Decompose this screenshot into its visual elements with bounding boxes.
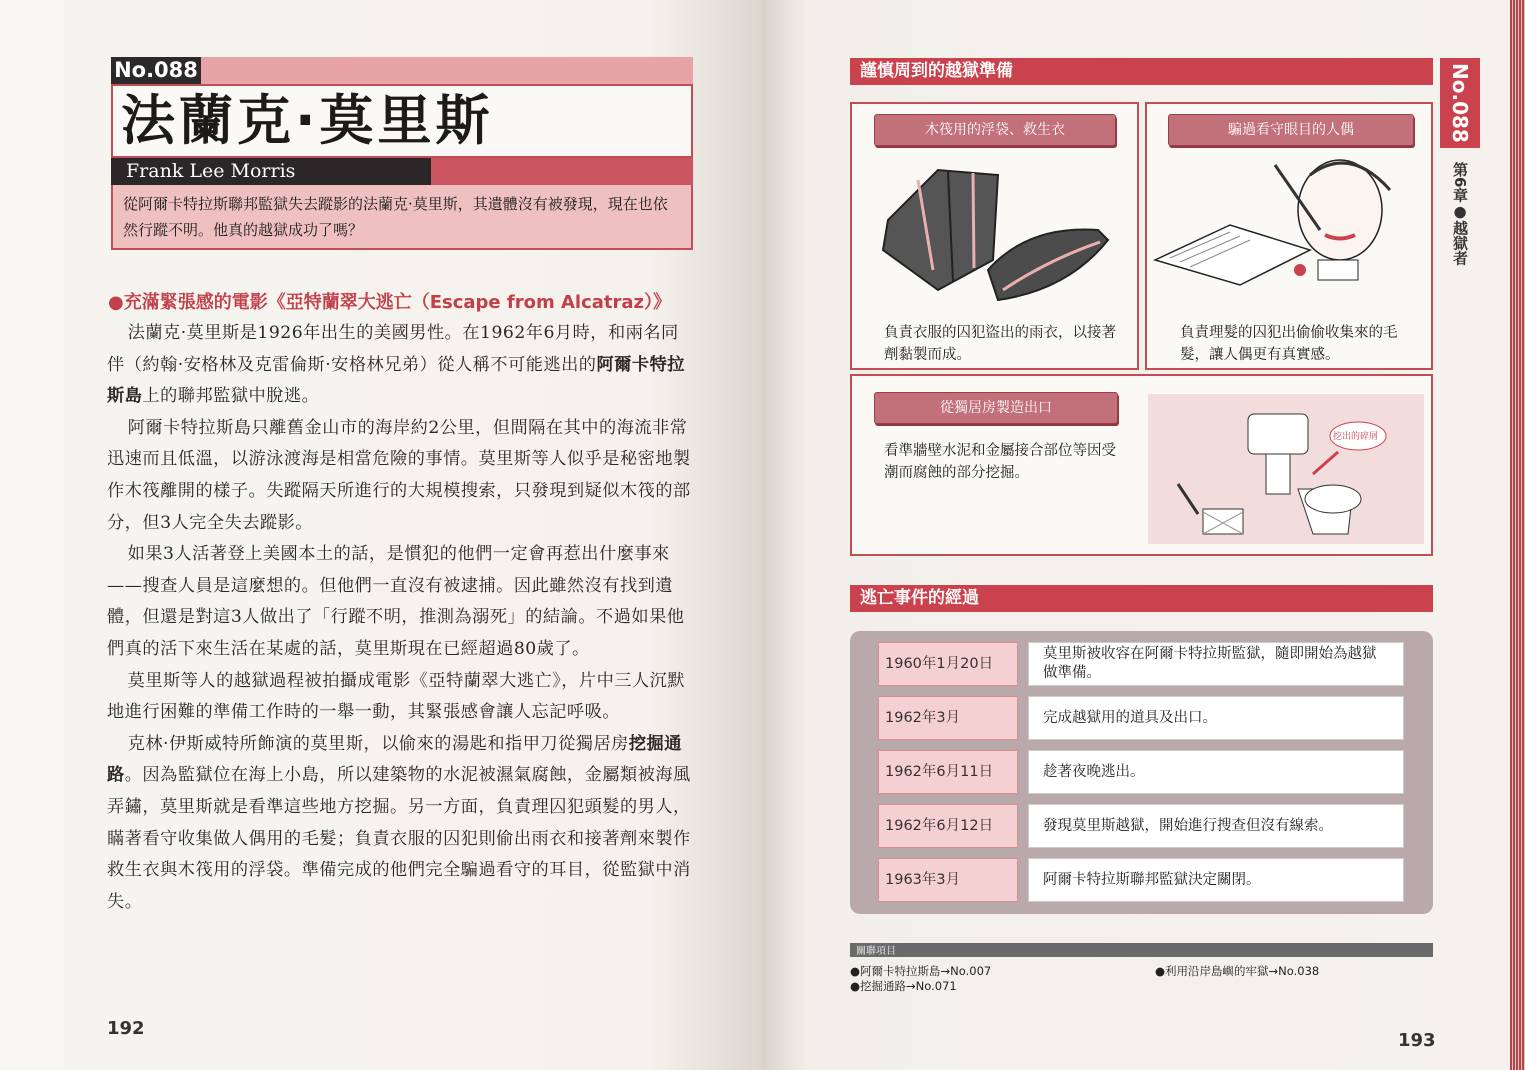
panel-label: 木筏用的浮袋、救生衣 [874, 114, 1116, 146]
related-link[interactable]: ●阿爾卡特拉斯島→No.007 [850, 964, 992, 978]
dummy-head-illustration [1150, 150, 1420, 310]
section-header-preparation: 謹慎周到的越獄準備 [850, 58, 1433, 85]
title-bar-stripe [201, 57, 693, 84]
body-text [107, 318, 693, 918]
related-link[interactable]: ●利用沿岸島嶼的牢獄→No.038 [1155, 964, 1320, 978]
page-title: 法蘭克·莫里斯 [121, 89, 494, 152]
entry-number: No.088 [111, 57, 201, 84]
panel-caption: 負責衣服的囚犯盜出的雨衣，以接著劑黏製而成。 [884, 325, 1116, 363]
timeline-date: 1962年6月11日 [878, 750, 1018, 794]
summary-box: 從阿爾卡特拉斯聯邦監獄失去蹤影的法蘭克·莫里斯，其遺體沒有被發現，現在也依然行蹤不明。他真的越獄成功了嗎？ [111, 185, 693, 250]
timeline-event: 莫里斯被收容在阿爾卡特拉斯監獄，隨即開始為越獄做準備。 [1028, 642, 1404, 686]
side-tab-entry-number: No.088 [1440, 58, 1480, 148]
paragraph: 法蘭克·莫里斯是1926年出生的美國男性。在1962年6月時，和兩名同伴（約翰·安格林及克雷倫斯·安格林兄弟）從人稱不可能逃出的阿爾卡特拉斯島上的聯邦監獄中脫逃。 [107, 323, 685, 407]
timeline-event: 阿爾卡特拉斯聯邦監獄決定關閉。 [1028, 858, 1404, 902]
timeline-event: 完成越獄用的道具及出口。 [1028, 696, 1404, 740]
timeline-date: 1962年3月 [878, 696, 1018, 740]
panel-label: 從獨居房製造出口 [874, 392, 1118, 424]
side-chapter-label: 第6章●越獄者 [1451, 162, 1469, 266]
panel-label: 騙過看守眼目的人偶 [1168, 114, 1414, 146]
paragraph: 阿爾卡特拉斯島只離舊金山市的海岸約2公里，但間隔在其中的海流非常迅速而且低溫，以游泳渡海是相當危險的事情。莫里斯等人似乎是秘密地製作木筏離開的樣子。失蹤隔天所進行的大規模搜索，只發現到疑似木筏的部分，但3人完全失去蹤影。 [107, 417, 691, 533]
panel-caption: 負責理髮的囚犯出偷偷收集來的毛髮，讓人偶更有真實感。 [1180, 325, 1398, 363]
page-edges [1510, 0, 1525, 1070]
related-items-bar [850, 943, 1433, 957]
paragraph: 克林·伊斯威特所飾演的莫里斯，以偷來的湯匙和指甲刀從獨居房挖掘通路。因為監獄位在海上小島，所以建築物的水泥被濕氣腐蝕，金屬類被海風弄鏽，莫里斯就是看準這些地方挖掘。另一方面，負責理囚犯頭髮的男人，瞞著看守收集做人偶用的毛髮；負責衣服的囚犯則偷出雨衣和接著劑來製作救生衣與木筏用的浮袋。準備完成的他們完全騙過看守的耳目，從監獄中消失。 [107, 733, 691, 912]
panel-caption: 看準牆壁水泥和金屬接合部位等因受潮而腐蝕的部分挖掘。 [884, 443, 1116, 481]
section-heading: ●充滿緊張感的電影《亞特蘭翠大逃亡（Escape from Alcatraz）》 [108, 292, 672, 313]
section-header-timeline: 逃亡事件的經過 [850, 585, 1433, 612]
timeline-event: 發現莫里斯越獄，開始進行搜查但沒有線索。 [1028, 804, 1404, 848]
paragraph: 如果3人活著登上美國本土的話，是慣犯的他們一定會再惹出什麼事來——搜查人員是這麼想的。但他們一直沒有被逮捕。因此雖然沒有找到遺體，但還是對這3人做出了「行蹤不明，推測為溺死」的結論。不過如果他們真的活下來生活在某處的話，莫里斯現在已經超過80歲了。 [107, 544, 685, 659]
timeline-event: 趁著夜晚逃出。 [1028, 750, 1404, 794]
keyword: 挖掘通路 [107, 733, 682, 786]
related-heading: 關聯項目 [856, 946, 896, 957]
related-link[interactable]: ●挖掘通路→No.071 [850, 979, 957, 993]
timeline-panel [850, 631, 1433, 914]
timeline-date: 1960年1月20日 [878, 642, 1018, 686]
left-page [0, 0, 762, 1070]
keyword: 阿爾卡特拉斯島 [107, 354, 685, 407]
callout-label: 挖出的碎屑 [1333, 432, 1379, 442]
life-vest-illustration [878, 150, 1118, 310]
cell-illustration [1148, 394, 1424, 544]
subtitle: Frank Lee Morris [126, 160, 296, 182]
paragraph: 莫里斯等人的越獄過程被拍攝成電影《亞特蘭翠大逃亡》，片中三人沉默地進行困難的準備工作時的一舉一動，其緊張感會讓人忘記呼吸。 [107, 670, 686, 723]
page-number: 192 [107, 1018, 145, 1039]
page-number: 193 [1398, 1030, 1436, 1051]
timeline-date: 1962年6月12日 [878, 804, 1018, 848]
timeline-date: 1963年3月 [878, 858, 1018, 902]
